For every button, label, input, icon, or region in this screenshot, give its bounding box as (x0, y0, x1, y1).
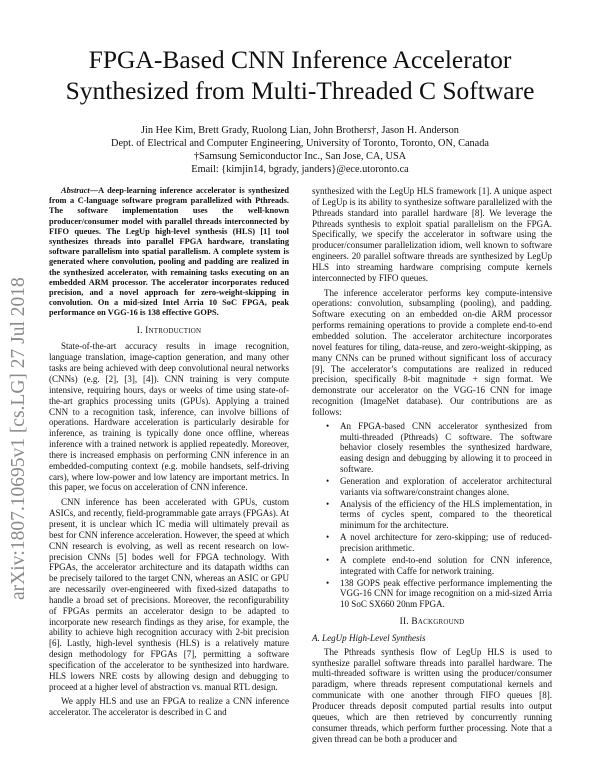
intro-paragraph-3: We apply HLS and use an FPGA to realize a CNN inference accelerator. The accelerator is described in C and (49, 696, 289, 718)
section-heading-background: II. Background (399, 617, 465, 628)
abstract-label: Abstract (61, 186, 90, 195)
contributions-list (312, 421, 552, 610)
list-item: • Analysis of the efficiency of the HLS implementation, in terms of cycles spent, compared to the theoretical minimum for the architecture. (326, 498, 552, 531)
paper-title (40, 44, 560, 106)
list-item: • A novel architecture for zero-skipping; use of reduced-precision arithmetic. (326, 532, 552, 553)
list-item: • An FPGA-based CNN accelerator synthesized from multi-threaded (Pthreads) C software. The software behavior closely resembles the synthesized hardware, easing design and debugging by allowing it to proceed in software. (326, 420, 552, 475)
left-column (49, 186, 289, 718)
subsection-heading-legup: A. LegUp High-Level Synthesis (312, 632, 426, 643)
intro-paragraph-5: The inference accelerator performs key compute-intensive operations: convolution, subsampling (pooling), and padding. Software executing on an embedded on-die ARM processor performs remaining operations to provide a complete end-to-end embedded solution. The accelerator architecture incorporates novel features for tiling, data-reuse, and zero-weight-skipping, as many CNNs can be pruned without significant loss of accuracy [9]. The accelerator’s computations are realized in reduced precision, specifically 8-bit magnitude + sign format. We demonstrate our accelerator on the VGG-16 CNN for image recognition (ImageNet database). Our contributions are as follows: (312, 287, 552, 417)
author-names: Jin Hee Kim, Brett Grady, Ruolong Lian, John Brothers†, Jason H. Anderson (141, 125, 459, 136)
affiliation-samsung: †Samsung Semiconductor Inc., San Jose, CA, USA (193, 151, 407, 162)
right-column (312, 186, 552, 744)
abstract-text: —A deep-learning inference accelerator is synthesized from a C-language software program parallelized with Pthreads. The software implementation uses the well-known producer/consumer model with parallel threads interconnected by FIFO queues. The LegUp high-level synthesis (HLS) [1] tool synthesizes threads into parallel FPGA hardware, translating software parallelism into spatial parallelism. A complete system is generated where convolution, pooling and padding are realized in the synthesized accelerator, with remaining tasks executing on an embedded ARM processor. The accelerator incorporates reduced precision, and a novel approach for zero-weight-skipping in convolution. On a mid-sized Intel Arria 10 SoC FPGA, peak performance on VGG-16 is 138 effective GOPS. (49, 186, 289, 318)
affiliation-toronto: Dept. of Electrical and Computer Engineering, University of Toronto, Toronto, ON, Canada (111, 138, 489, 149)
author-block (40, 124, 560, 176)
author-email: Email: {kimjin14, bgrady, janders}@ece.utoronto.ca (191, 164, 409, 175)
list-item: • Generation and exploration of accelerator architectural variants via software/constraint changes alone. (326, 475, 552, 497)
arxiv-identifier: arXiv:1807.10695v1 [cs.LG] 27 Jul 2018 (8, 277, 29, 600)
intro-paragraph-2: CNN inference has been accelerated with GPUs, custom ASICs, and recently, field-programmable gate arrays (FPGAs). At present, it is unclear which IC media will ultimately prevail as best for CNN inference acceleration. However, the speed at which CNN research is evolving, as well as recent research on low-precision CNNs [5] bodes well for FPGA technology. With FPGAs, the accelerator architecture and its datapath widths can be precisely tailored to the target CNN, whereas an ASIC or GPU are necessarily over-engineered with fixed-sized datapaths to handle a broad set of precisions. Moreover, the reconfigurability of FPGAs permits an accelerator design to be adapted to incorporate new research findings as they arise, for example, the ability to achieve high recognition accuracy with 2-bit precision [6]. Lastly, high-level synthesis (HLS) is a relatively mature design methodology for FPGAs [7], permitting a software specification of the accelerator to be synthesized into hardware. HLS lowers NRE costs by allowing design and debugging to proceed at a higher level of abstraction vs. manual RTL design. (49, 497, 289, 692)
arxiv-sidebar-stamp (2, 190, 32, 610)
abstract (49, 186, 289, 319)
background-paragraph-1: The Pthreads synthesis flow of LegUp HLS is used to synthesize parallel software threads into parallel hardware. The multi-threaded software is written using the producer/consumer paradigm, where threads represent computational kernels and communicate with one another through FIFO queues [8]. Producer threads deposit computed partial results into output queues, which are then retrieved by concurrently running consumer threads, which perform further processing. Note that a given thread can be both a producer and (312, 646, 552, 744)
intro-paragraph-1: State-of-the-art accuracy results in image recognition, language translation, image-caption generation, and many other tasks are being achieved with deep convolutional neural networks (CNNs) (e.g. [2], [3], [4]). CNN training is very compute intensive, requiring hours, days or weeks of time using state-of-the-art graphics processing units (GPUs). Applying a trained CNN to a recognition task, inference, can involve billions of operations. Hardware acceleration is particularly desirable for inference, as training is typically done once offline, whereas inference with a trained network is applied repeatedly. Moreover, there is increased emphasis on performing CNN inference in an embedded-computing context (e.g. mobile handsets, self-driving cars), where low-power and low latency are important metrics. In this paper, we focus on acceleration of CNN inference. (49, 341, 289, 493)
title-line-2: Synthesized from Multi-Threaded C Software (65, 76, 535, 105)
list-item: • 138 GOPS peak effective performance implementing the VGG-16 CNN for image recognition on a mid-sized Arria 10 SoC SX660 20nm FPGA. (326, 577, 552, 610)
title-line-1: FPGA-Based CNN Inference Accelerator (88, 45, 512, 74)
section-heading-introduction: I. Introduction (136, 325, 202, 336)
list-item: • A complete end-to-end solution for CNN inference, integrated with Caffe for network training. (326, 554, 552, 576)
intro-paragraph-4: synthesized with the LegUp HLS framework [1]. A unique aspect of LegUp is its ability to synthesize software parallelized with the Pthreads standard into parallel hardware [8]. We leverage the Pthreads synthesis to exploit spatial parallelism on the FPGA. Specifically, we specify the accelerator in software using the producer/consumer parallelization idiom, well known to software engineers. 20 parallel software threads are synthesized by LegUp HLS into streaming hardware comprising compute kernels interconnected by FIFO queues. (312, 186, 552, 283)
